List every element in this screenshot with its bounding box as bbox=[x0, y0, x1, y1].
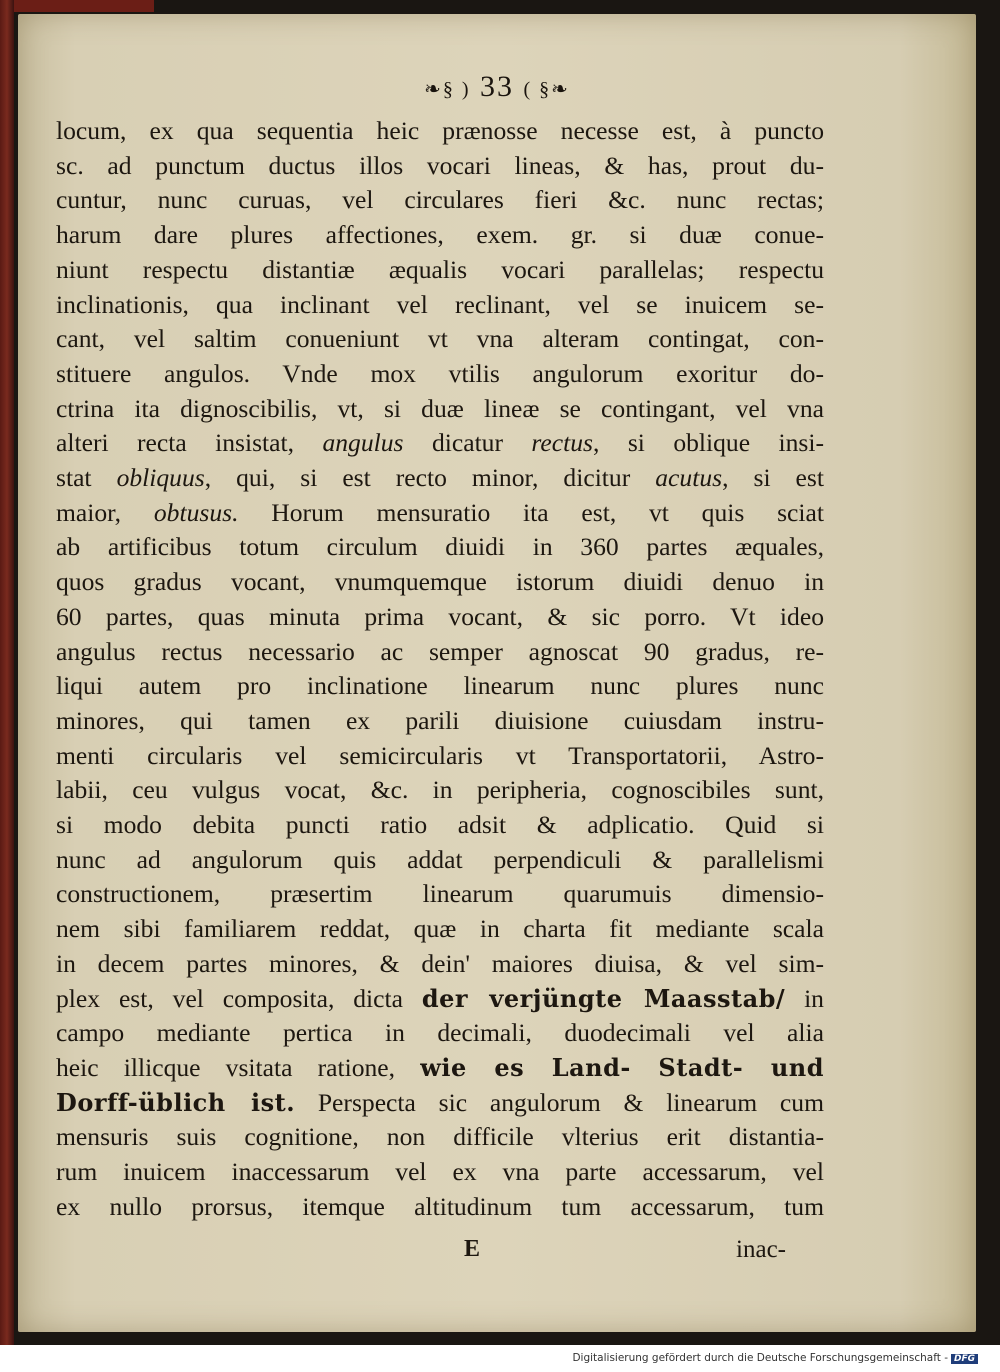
text-line: harum dare plures affectiones, exem. gr. si duæ conue- bbox=[56, 220, 824, 250]
text-line: labii, ceu vulgus vocat, &c. in peripheria, cognoscibiles sunt, bbox=[56, 775, 824, 805]
text-fragment: , si oblique insi- bbox=[593, 428, 825, 458]
page-header bbox=[18, 70, 976, 104]
digitization-credit bbox=[572, 1352, 978, 1364]
text-fragment: plex est, vel composita, dicta bbox=[56, 983, 403, 1013]
text-line: angulus rectus necessario ac semper agnoscat 90 gradus, re- bbox=[56, 636, 824, 666]
header-left-ornament: ❧§ ) bbox=[424, 78, 471, 101]
text-line: nunc ad angulorum quis addat perpendiculi & parallelismi bbox=[56, 844, 824, 874]
text-line bbox=[56, 426, 824, 461]
text-line: rum inuicem inaccessarum vel ex vna parte accessarum, vel bbox=[56, 1157, 824, 1187]
credit-text: Digitalisierung gefördert durch die Deutsche Forschungsgemeinschaft - bbox=[572, 1352, 948, 1364]
text-line: cant, vel saltim conueniunt vt vna alteram contingat, con- bbox=[56, 324, 824, 354]
text-line bbox=[56, 982, 824, 1017]
text-line: in decem partes minores, & dein' maiores diuisa, & vel sim- bbox=[56, 948, 824, 978]
text-line: quos gradus vocant, vnumquemque istorum diuidi denuo in bbox=[56, 567, 824, 597]
text-line: nem sibi familiarem reddat, quæ in charta fit mediante scala bbox=[56, 914, 824, 944]
term-rectus: rectus bbox=[531, 428, 594, 458]
text-line: minores, qui tamen ex parili diuisione cuiusdam instru- bbox=[56, 705, 824, 735]
text-fragment: heic illicque vsitata ratione, bbox=[56, 1052, 396, 1082]
text-line: stituere angulos. Vnde mox vtilis angulorum exoritur do- bbox=[56, 358, 824, 388]
text-line: 60 partes, quas minuta prima vocant, & sic porro. Vt ideo bbox=[56, 601, 824, 631]
term-acutus: acutus bbox=[655, 463, 723, 493]
text-line bbox=[56, 496, 824, 531]
german-custom-phrase: wie es Land- Stadt- und bbox=[420, 1052, 824, 1082]
text-line: ctrina ita dignoscibilis, vt, si duæ lineæ se contingant, vel vna bbox=[56, 393, 824, 423]
text-line: menti circularis vel semicircularis vt Transportatorii, Astro- bbox=[56, 740, 824, 770]
text-fragment: Horum mensuratio ita est, vt quis sciat bbox=[271, 497, 824, 527]
text-line: cuntur, nunc curuas, vel circulares fieri &c. nunc rectas; bbox=[56, 185, 824, 215]
term-obliquus: obliquus bbox=[116, 463, 205, 493]
text-fragment: dicatur bbox=[431, 428, 503, 458]
text-line bbox=[56, 1086, 824, 1121]
signature-mark: E bbox=[464, 1236, 481, 1262]
book-page bbox=[18, 14, 976, 1332]
dfg-logo: DFG bbox=[951, 1354, 978, 1364]
text-fragment: alteri recta insistat, bbox=[56, 428, 295, 458]
text-fragment: in bbox=[804, 983, 824, 1013]
text-line bbox=[56, 461, 824, 496]
german-measure-scale: der verjüngte Maasstab/ bbox=[421, 983, 786, 1013]
term-angulus: angulus bbox=[322, 428, 404, 458]
text-fragment: maior, bbox=[56, 497, 122, 527]
text-fragment: , qui, si est recto minor, dicitur bbox=[204, 463, 631, 493]
text-line: sc. ad punctum ductus illos vocari lineas, & has, prout du- bbox=[56, 150, 824, 180]
text-fragment: stat bbox=[56, 463, 92, 493]
text-line: mensuris suis cognitione, non difficile vlterius erit distantia- bbox=[56, 1122, 824, 1152]
text-line: ab artificibus totum circulum diuidi in 360 partes æquales, bbox=[56, 532, 824, 562]
german-custom-phrase-end: Dorff-üblich ist. bbox=[56, 1087, 296, 1117]
text-line bbox=[56, 1051, 824, 1086]
body-text bbox=[56, 114, 824, 1225]
text-line: constructionem, præsertim linearum quarumuis dimensio- bbox=[56, 879, 824, 909]
page-number: 33 bbox=[480, 70, 514, 103]
text-line: niunt respectu distantiæ æqualis vocari parallelas; respectu bbox=[56, 254, 824, 284]
header-right-ornament: ( §❧ bbox=[523, 78, 570, 101]
text-line: si modo debita puncti ratio adsit & adplicatio. Quid si bbox=[56, 810, 824, 840]
text-line: ex nullo prorsus, itemque altitudinum tum accessarum, tum bbox=[56, 1191, 824, 1221]
text-line: inclinationis, qua inclinant vel reclinant, vel se inuicem se- bbox=[56, 289, 824, 319]
text-fragment: Perspecta sic angulorum & linearum cum bbox=[317, 1087, 825, 1117]
text-line: liqui autem pro inclinatione linearum nunc plures nunc bbox=[56, 671, 824, 701]
cover-top-edge bbox=[14, 0, 154, 12]
book-spine-edge bbox=[0, 0, 14, 1345]
catchword: inac- bbox=[736, 1236, 786, 1263]
term-obtusus: obtusus. bbox=[153, 497, 239, 527]
text-fragment: , si est bbox=[722, 463, 824, 493]
text-line: campo mediante pertica in decimali, duodecimali vel alia bbox=[56, 1018, 824, 1048]
text-line: locum, ex qua sequentia heic prænosse necesse est, à puncto bbox=[56, 116, 824, 145]
